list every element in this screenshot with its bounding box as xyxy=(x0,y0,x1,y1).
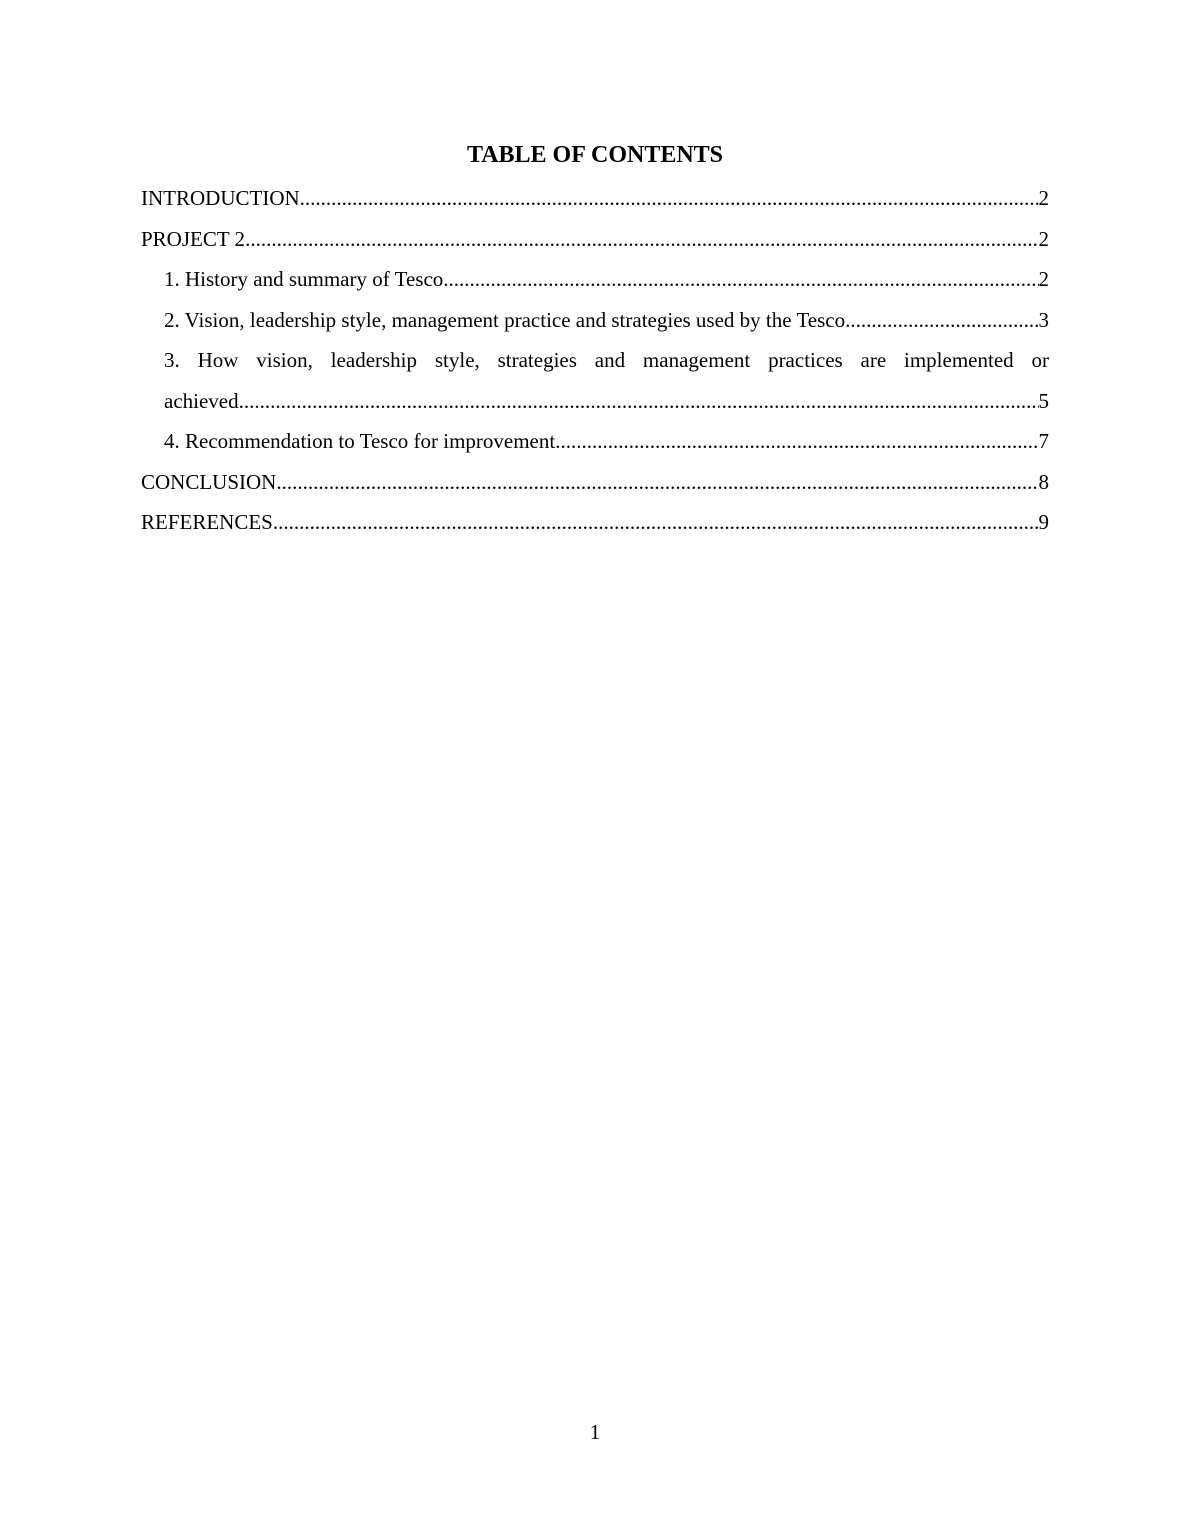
page-number: 1 xyxy=(589,1420,601,1444)
toc-entry-page: 2 xyxy=(1038,186,1049,210)
toc-entry-page: 5 xyxy=(1038,388,1049,413)
toc-entry-page: 7 xyxy=(1038,429,1049,453)
toc-entry-label-line2: achieved xyxy=(164,388,239,413)
toc-entry-label-line1: 3. How vision, leadership style, strategies and management practices are implemented or xyxy=(164,348,1049,372)
toc-entry-conclusion[interactable] xyxy=(141,467,1049,508)
toc-leader-dots xyxy=(273,507,1039,537)
toc-leader-dots xyxy=(845,305,1038,335)
toc-entry-label: REFERENCES xyxy=(141,510,273,534)
toc-entry-page: 2 xyxy=(1038,226,1049,251)
toc-title: TABLE OF CONTENTS xyxy=(466,142,724,168)
toc-entry-page: 8 xyxy=(1038,469,1049,494)
toc-entry-label: 2. Vision, leadership style, management practice and strategies used by the Tesco xyxy=(164,307,846,332)
toc-entry-label: CONCLUSION xyxy=(141,469,277,494)
toc-leader-dots xyxy=(555,426,1038,456)
toc-entry-implementation[interactable] xyxy=(164,345,1049,426)
toc-entry-page: 3 xyxy=(1038,307,1049,332)
toc-entry-history-summary[interactable] xyxy=(164,264,1049,305)
toc-leader-dots xyxy=(300,183,1039,213)
toc-entry-introduction[interactable] xyxy=(141,183,1049,224)
toc-leader-dots xyxy=(443,264,1038,294)
toc-entry-label: PROJECT 2 xyxy=(141,226,246,251)
table-of-contents xyxy=(141,183,1049,548)
toc-entry-label: INTRODUCTION xyxy=(141,186,300,210)
toc-leader-dots xyxy=(239,386,1039,416)
toc-entry-project-2[interactable] xyxy=(141,224,1049,265)
toc-entry-page: 9 xyxy=(1038,510,1049,534)
toc-leader-dots xyxy=(245,224,1038,254)
toc-entry-references[interactable] xyxy=(141,507,1049,548)
toc-leader-dots xyxy=(276,467,1038,497)
toc-entry-label: 1. History and summary of Tesco xyxy=(164,267,444,291)
toc-entry-recommendation[interactable] xyxy=(164,426,1049,467)
toc-entry-label: 4. Recommendation to Tesco for improvement xyxy=(164,429,556,453)
toc-entry-page: 2 xyxy=(1038,267,1049,291)
toc-entry-vision-leadership[interactable] xyxy=(164,305,1049,346)
